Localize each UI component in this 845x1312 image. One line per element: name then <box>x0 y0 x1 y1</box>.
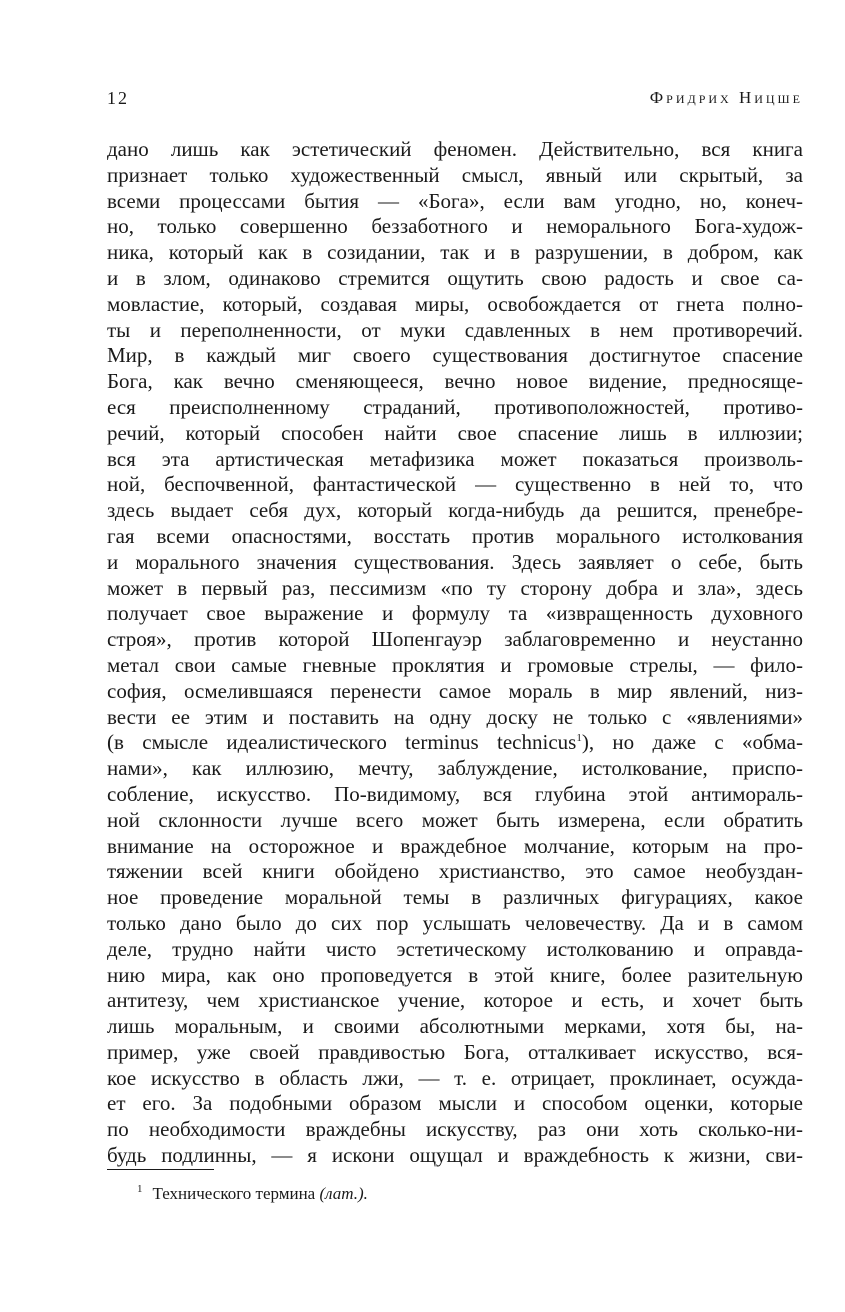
text-line: только дано было до сих пор услышать человечеству. Да и в самом <box>107 910 803 935</box>
text-line: получает свое выражение и формулу та «извращенность духовного <box>107 601 803 626</box>
text-line: Бога, как вечно сменяющееся, вечно новое видение, предносяще- <box>107 369 803 394</box>
text-line: лишь моральным, и своими абсолютными мерками, хотя бы, на- <box>107 1014 803 1039</box>
text-line: антитезу, чем христианское учение, которое и есть, и хочет быть <box>107 988 803 1013</box>
text-line: здесь выдает себя дух, который когда-нибудь да решится, пренебре- <box>107 498 803 523</box>
text-line: ной, беспочвенной, фантастической — существенно в ней то, что <box>107 472 803 497</box>
text-line: Мир, в каждый миг своего существования достигнутое спасение <box>107 343 803 368</box>
page-number: 12 <box>107 88 129 108</box>
text-line: софия, осмелившаяся перенести самое мораль в мир явлений, низ- <box>107 678 803 703</box>
text-line: речий, который способен найти свое спасение лишь в иллюзии; <box>107 420 803 445</box>
text-line: деле, трудно найти чисто эстетическому истолкованию и оправда- <box>107 936 803 961</box>
text-line: мовластие, который, создавая миры, освобождается от гнета полно- <box>107 291 803 316</box>
text-line: ное проведение моральной темы в различных фигурациях, какое <box>107 885 803 910</box>
main-text <box>107 137 803 1169</box>
running-header <box>107 88 803 118</box>
text-line: и в злом, одинаково стремится ощутить свою радость и свое са- <box>107 265 803 290</box>
text-line: ет его. За подобными образом мысли и способом оценки, которые <box>107 1091 803 1116</box>
text-line: метал свои самые гневные проклятия и громовые стрелы, — фило- <box>107 652 803 677</box>
text-line: нами», как иллюзию, мечту, заблуждение, истолкование, приспо- <box>107 756 803 781</box>
text-line: кое искусство в область лжи, — т. е. отрицает, проклинает, осужда- <box>107 1065 803 1090</box>
footnote-language-note: (лат.). <box>319 1184 368 1203</box>
text-line-with-footnote-ref <box>107 730 803 756</box>
footnote-reference[interactable]: 1 <box>576 732 582 745</box>
text-line: пример, уже своей правдивостью Бога, отталкивает искусство, вся- <box>107 1039 803 1064</box>
running-head-author: Фридрих Ницше <box>649 88 803 107</box>
text-line: внимание на осторожное и враждебное молчание, которым на про- <box>107 833 803 858</box>
footnote <box>137 1182 368 1206</box>
footnote-text: Технического термина <box>152 1184 316 1203</box>
text-line: дано лишь как эстетический феномен. Действительно, вся книга <box>107 137 803 161</box>
text-line: строя», против которой Шопенгауэр заблаговременно и неустанно <box>107 627 803 652</box>
text-line: вся эта артистическая метафизика может показаться произволь- <box>107 446 803 471</box>
text-line: ты и переполненности, от муки сдавленных в нем противоречий. <box>107 317 803 342</box>
text-line: собление, искусство. По-видимому, вся глубина этой антимораль- <box>107 781 803 806</box>
text-line: может в первый раз, пессимизм «по ту сторону добра и зла», здесь <box>107 575 803 600</box>
text-line: признает только художественный смысл, явный или скрытый, за <box>107 162 803 187</box>
footnote-separator <box>107 1169 214 1170</box>
text-line: тяжении всей книги обойдено христианство, это самое необуздан- <box>107 859 803 884</box>
footnote-number: 1 <box>137 1183 143 1196</box>
text-line: гая всеми опасностями, восстать против морального истолкования <box>107 523 803 548</box>
text-line: ника, который как в созидании, так и в разрушении, в добром, как <box>107 240 803 265</box>
text-line: еся преисполненному страданий, противоположностей, противо- <box>107 394 803 419</box>
text-segment: ), но даже с «обма- <box>581 730 803 755</box>
text-line: нию мира, как оно проповедуется в этой книге, более разительную <box>107 962 803 987</box>
text-line: вести ее этим и поставить на одну доску не только с «явлениями» <box>107 704 803 729</box>
text-segment: (в смысле идеалистического terminus technicus <box>107 730 577 755</box>
text-line: но, только совершенно беззаботного и неморального Бога-худож- <box>107 214 803 239</box>
text-line: будь подлинны, — я искони ощущал и враждебность к жизни, сви- <box>107 1143 803 1168</box>
text-line: и морального значения существования. Здесь заявляет о себе, быть <box>107 549 803 574</box>
text-line: по необходимости враждебны искусству, раз они хоть сколько-ни- <box>107 1117 803 1142</box>
text-line: ной склонности лучше всего может быть измерена, если обратить <box>107 807 803 832</box>
text-line: всеми процессами бытия — «Бога», если вам угодно, но, конеч- <box>107 188 803 213</box>
